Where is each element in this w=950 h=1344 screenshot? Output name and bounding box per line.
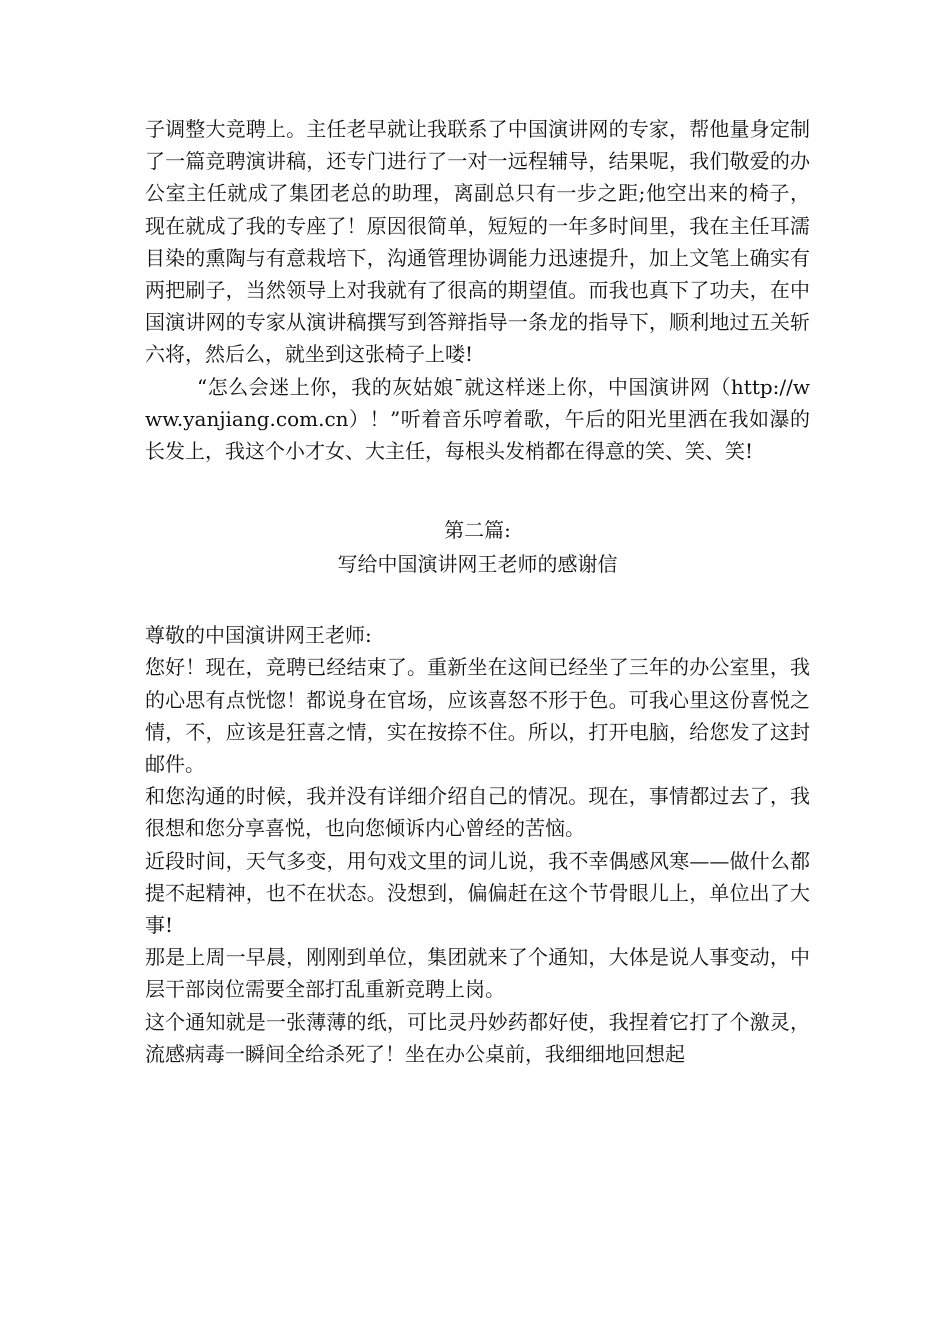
- salutation: 尊敬的中国演讲网王老师:: [145, 623, 372, 648]
- document-body: [145, 113, 810, 1070]
- section-title: 写给中国演讲网王老师的感谢信: [337, 552, 618, 577]
- paragraph-4: 和您沟通的时候，我并没有详细介绍自己的情况。现在，事情都过去了，我很想和您分享喜悦，也向您倾诉内心曾经的苦恼。: [145, 784, 810, 841]
- paragraph-3: 您好！现在，竞聘已经结束了。重新坐在这间已经坐了三年的办公室里，我的心思有点恍惚！都说身在官场，应该喜怒不形于色。可我心里这份喜悦之情，不，应该是狂喜之情，实在按捺不住。所以，打开电脑，给您发了这封邮件。: [145, 655, 810, 777]
- paragraph-7: 这个通知就是一张薄薄的纸，可比灵丹妙药都好使，我捏着它打了个激灵，流感病毒一瞬间全给杀死了！坐在办公桌前，我细细地回想起: [145, 1009, 810, 1066]
- paragraph-5: 近段时间，天气多变，用句戏文里的词儿说，我不幸偶感风寒——做什么都提不起精神，也不在状态。没想到，偏偏赶在这个节骨眼儿上，单位出了大事!: [145, 848, 810, 938]
- paragraph-2: “怎么会迷上你，我的灰姑娘¯就这样迷上你，中国演讲网（http://www.yanjiang.com.cn）！”听着音乐哼着歌，午后的阳光里洒在我如瀑的长发上，我这个小才女、大主任，每根头发梢都在得意的笑、笑、笑!: [145, 374, 810, 464]
- section-label: 第二篇:: [444, 518, 511, 543]
- paragraph-1: 子调整大竞聘上。主任老早就让我联系了中国演讲网的专家，帮他量身定制了一篇竞聘演讲稿，还专门进行了一对一远程辅导，结果呢，我们敬爱的办公室主任就成了集团老总的助理，离副总只有一步之距;他空出来的椅子，现在就成了我的专座了！原因很简单，短短的一年多时间里，我在主任耳濡目染的熏陶与有意栽培下，沟通管理协调能力迅速提升，加上文笔上确实有两把刷子，当然领导上对我就有了很高的期望值。而我也真下了功夫，在中国演讲网的专家从演讲稿撰写到答辩指导一条龙的指导下，顺利地过五关斩六将，然后么，就坐到这张椅子上喽!: [145, 117, 810, 367]
- spacer: [145, 581, 810, 619]
- paragraph-6: 那是上周一早晨，刚刚到单位，集团就来了个通知，大体是说人事变动，中层干部岗位需要全部打乱重新竞聘上岗。: [145, 945, 810, 1002]
- spacer: [145, 467, 810, 513]
